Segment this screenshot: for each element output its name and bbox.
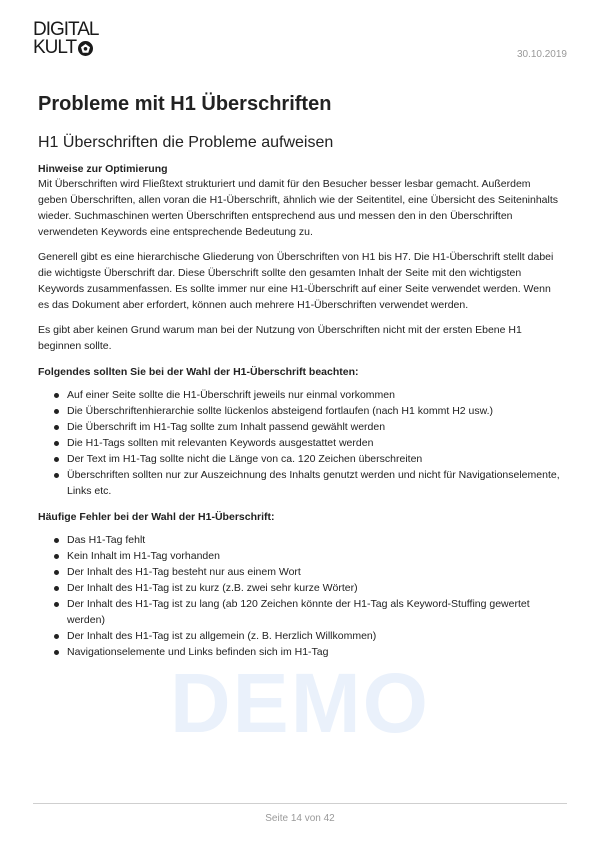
document-date: 30.10.2019: [516, 49, 567, 60]
list-item: Die Überschriftenhierarchie sollte lückenlos absteigend fortlaufen (nach H1 kommt H2 usw.): [54, 403, 562, 419]
list-item: Die H1-Tags sollten mit relevanten Keywords ausgestattet werden: [54, 435, 562, 451]
page-number: Seite 14 von 42: [265, 813, 335, 824]
brand-logo: [33, 21, 113, 61]
page-title: Probleme mit H1 Überschriften: [38, 93, 332, 115]
section-subtitle: H1 Überschriften die Probleme aufweisen: [38, 134, 334, 151]
logo-text-line1: DIGITAL: [33, 19, 99, 40]
logo-line2: [33, 39, 113, 57]
rules-list: [38, 387, 562, 499]
list-item: Der Inhalt des H1-Tag ist zu lang (ab 120 Zeichen könnte der H1-Tag als Keyword-Stuffing gewertet werden): [54, 596, 562, 628]
logo-text-line2: KULT: [33, 37, 77, 58]
footer-divider: [33, 803, 567, 804]
errors-heading: Häufige Fehler bei der Wahl der H1-Überschrift:: [38, 511, 275, 523]
list-item: Der Inhalt des H1-Tag ist zu allgemein (z. B. Herzlich Willkommen): [54, 628, 562, 644]
list-item: Der Inhalt des H1-Tag besteht nur aus einem Wort: [54, 564, 562, 580]
paragraph-2: Generell gibt es eine hierarchische Gliederung von Überschriften von H1 bis H7. Die H1-Überschrift stellt dabei die wichtigste Überschrift dar. Diese Überschrift sollte den gesamten Inhalt der Seite mit den wichtigsten Keywords zusammenfassen. Es sollte immer nur eine H1-Überschrift auf einer Seite verwendet werden. Wenn es das Dokument aber erfordert, können auch mehrere H1-Überschriften verwendet werden.: [38, 251, 554, 311]
list-item: Der Inhalt des H1-Tag ist zu kurz (z.B. zwei sehr kurze Wörter): [54, 580, 562, 596]
list-item: Die Überschrift im H1-Tag sollte zum Inhalt passend gewählt werden: [54, 419, 562, 435]
list-item: Überschriften sollten nur zur Auszeichnung des Inhalts genutzt werden und nicht für Navigationselemente, Links etc.: [54, 467, 562, 499]
main-content: [38, 92, 562, 660]
rules-heading: Folgendes sollten Sie bei der Wahl der H1-Überschrift beachten:: [38, 366, 359, 378]
list-item: Das H1-Tag fehlt: [54, 532, 562, 548]
errors-list: [38, 532, 562, 660]
paragraph-1: Mit Überschriften wird Fließtext strukturiert und damit für den Besucher besser lesbar gemacht. Außerdem geben Überschriften, allen voran die H1-Überschrift, ähnlich wie der Seitentitel, eine Übersicht des Seiteninhalts wieder. Suchmaschinen werten Überschriften entsprechend aus und messen den in den Überschriften verwendeten Keywords eine entsprechende Bedeutung zu.: [38, 178, 559, 238]
intro-heading: Hinweise zur Optimierung: [38, 163, 168, 175]
list-item: Der Text im H1-Tag sollte nicht die Länge von ca. 120 Zeichen überschreiten: [54, 451, 562, 467]
list-item: Auf einer Seite sollte die H1-Überschrift jeweils nur einmal vorkommen: [54, 387, 562, 403]
list-item: Kein Inhalt im H1-Tag vorhanden: [54, 548, 562, 564]
paragraph-3: Es gibt aber keinen Grund warum man bei der Nutzung von Überschriften nicht mit der ersten Ebene H1 beginnen sollte.: [38, 324, 522, 352]
logo-badge-icon: [78, 41, 93, 56]
list-item: Navigationselemente und Links befinden sich im H1-Tag: [54, 644, 562, 660]
demo-watermark: DEMO: [170, 656, 430, 750]
